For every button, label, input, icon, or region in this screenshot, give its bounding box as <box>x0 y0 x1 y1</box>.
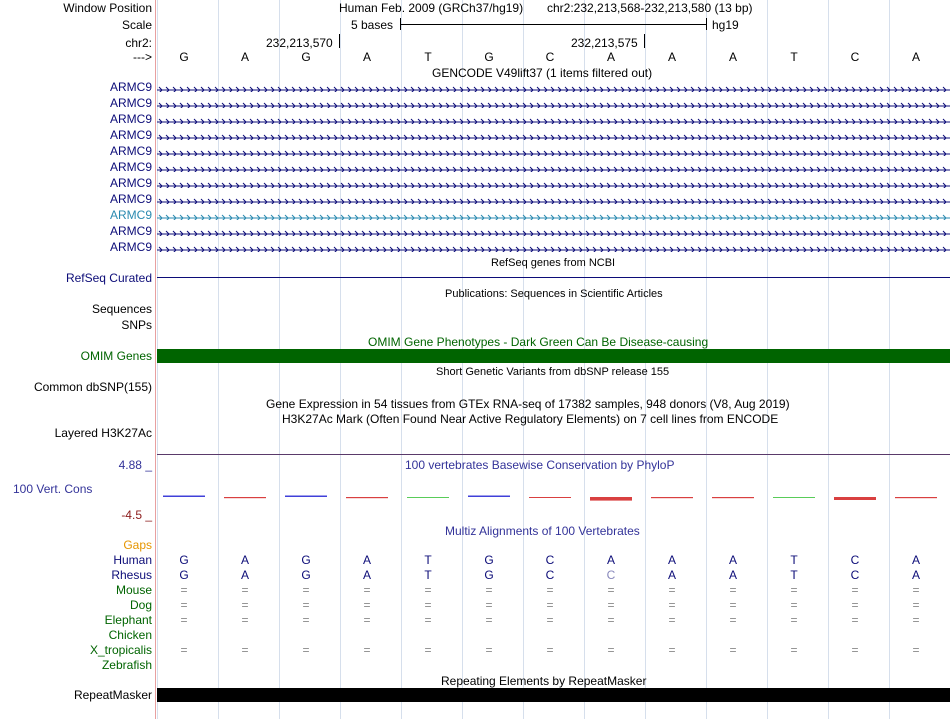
alignment-match-symbol: = <box>546 598 554 612</box>
tick-left-label: 232,213,570 <box>266 36 333 50</box>
alignment-match-symbol: = <box>729 613 737 627</box>
human-alignment-base: A <box>911 553 920 567</box>
phylop-signal[interactable] <box>157 488 950 508</box>
gtex-track-title[interactable]: Gene Expression in 54 tissues from GTEx RNA-seq of 17382 samples, 948 donors (V8, Aug 2019) <box>266 397 790 411</box>
rhesus-alignment-base: A <box>911 568 920 582</box>
base-letter: G <box>301 50 311 64</box>
alignment-match-symbol: = <box>729 598 737 612</box>
alignment-match-symbol: = <box>302 613 310 627</box>
alignment-match-symbol: = <box>607 598 615 612</box>
alignment-match-symbol: = <box>485 643 493 657</box>
human-alignment-base: A <box>240 553 249 567</box>
alignment-match-symbol: = <box>241 643 249 657</box>
phylop-min-label: -4.5 _ <box>121 508 152 522</box>
scale-bar <box>400 24 706 25</box>
phylop-max-label: 4.88 _ <box>118 458 152 472</box>
human-alignment-base: T <box>424 553 432 567</box>
phylop-bar[interactable] <box>651 497 693 498</box>
alignment-match-symbol: = <box>546 613 554 627</box>
refseq-track-title[interactable]: RefSeq genes from NCBI <box>491 257 616 269</box>
base-letter: T <box>790 50 798 64</box>
alignment-match-symbol: = <box>729 643 737 657</box>
rhesus-alignment-base: T <box>790 568 798 582</box>
alignment-match-symbol: = <box>668 613 676 627</box>
gencode-gene-label[interactable]: ARMC9 <box>109 208 152 222</box>
multiz-species-label[interactable]: Elephant <box>104 613 152 627</box>
omim-gene-bar[interactable] <box>157 349 950 363</box>
gencode-gene-label[interactable]: ARMC9 <box>109 96 152 110</box>
chrom-label: chr2: <box>125 36 152 50</box>
multiz-species-label[interactable]: Mouse <box>115 583 152 597</box>
base-letter: A <box>911 50 920 64</box>
base-letter: A <box>362 50 371 64</box>
base-letter: C <box>545 50 555 64</box>
position-label: chr2:232,213,568-232,213,580 (13 bp) <box>547 1 753 15</box>
gencode-gene-label[interactable]: ARMC9 <box>109 112 152 126</box>
alignment-match-symbol: = <box>363 598 371 612</box>
rhesus-alignment-base: G <box>301 568 311 582</box>
snps-label[interactable]: SNPs <box>121 318 152 332</box>
alignment-match-symbol: = <box>485 613 493 627</box>
alignment-match-symbol: = <box>302 598 310 612</box>
phylop-bar[interactable] <box>834 497 876 500</box>
gencode-gene-label[interactable]: ARMC9 <box>109 80 152 94</box>
omim-track-label[interactable]: OMIM Genes <box>80 349 152 363</box>
human-alignment-base: A <box>362 553 371 567</box>
human-alignment-base: A <box>728 553 737 567</box>
alignment-match-symbol: = <box>180 583 188 597</box>
rhesus-alignment-base: G <box>179 568 189 582</box>
alignment-match-symbol: = <box>912 583 920 597</box>
sequences-label[interactable]: Sequences <box>91 302 152 316</box>
omim-track-title[interactable]: OMIM Gene Phenotypes - Dark Green Can Be Disease-causing <box>368 335 709 349</box>
phylop-bar[interactable] <box>468 496 510 498</box>
alignment-match-symbol: = <box>424 583 432 597</box>
alignment-match-symbol: = <box>851 643 859 657</box>
gencode-gene-label[interactable]: ARMC9 <box>109 160 152 174</box>
alignment-match-symbol: = <box>241 613 249 627</box>
phylop-bar[interactable] <box>163 496 205 498</box>
rhesus-alignment-base: A <box>240 568 249 582</box>
gencode-transcript[interactable] <box>157 98 950 108</box>
multiz-species-label[interactable]: Zebrafish <box>101 658 152 672</box>
alignment-match-symbol: = <box>851 598 859 612</box>
tick-left-mark <box>339 34 340 48</box>
h3k27ac-track-title[interactable]: H3K27Ac Mark (Often Found Near Active Regulatory Elements) on 7 cell lines from ENCODE <box>282 412 779 426</box>
human-alignment-base: A <box>667 553 676 567</box>
rhesus-alignment-base: C <box>545 568 555 582</box>
alignment-match-symbol: = <box>180 643 188 657</box>
base-letter: G <box>484 50 494 64</box>
gencode-gene-label[interactable]: ARMC9 <box>109 128 152 142</box>
gencode-gene-label[interactable]: ARMC9 <box>109 192 152 206</box>
scale-bar-right-tick <box>706 18 707 30</box>
rhesus-alignment-base: G <box>484 568 494 582</box>
gencode-track-title[interactable]: GENCODE V49lift37 (1 items filtered out) <box>432 66 653 80</box>
phylop-bar[interactable] <box>529 497 571 498</box>
phylop-track-title[interactable]: 100 vertebrates Basewise Conservation by PhyloP <box>405 458 675 472</box>
gencode-transcript[interactable] <box>157 114 950 124</box>
alignment-match-symbol: = <box>790 598 798 612</box>
alignment-match-symbol: = <box>668 583 676 597</box>
base-letter: A <box>606 50 615 64</box>
base-letter: A <box>728 50 737 64</box>
tick-right-mark <box>644 34 645 48</box>
base-letter: A <box>240 50 249 64</box>
alignment-match-symbol: = <box>363 583 371 597</box>
rhesus-alignment-base: A <box>728 568 737 582</box>
alignment-match-symbol: = <box>668 598 676 612</box>
alignment-match-symbol: = <box>790 643 798 657</box>
dbsnp-track-title[interactable]: Short Genetic Variants from dbSNP release 155 <box>436 366 670 378</box>
scale-db-label: hg19 <box>712 18 739 32</box>
scale-bar-label: 5 bases <box>351 18 394 32</box>
base-letter: T <box>424 50 432 64</box>
human-alignment-base: A <box>606 553 615 567</box>
phylop-bar[interactable] <box>407 497 449 498</box>
alignment-match-symbol: = <box>607 613 615 627</box>
alignment-match-symbol: = <box>851 613 859 627</box>
dbsnp-track-label[interactable]: Common dbSNP(155) <box>33 380 152 394</box>
gencode-transcript[interactable] <box>157 242 950 252</box>
phylop-bar[interactable] <box>346 497 388 498</box>
alignment-match-symbol: = <box>912 613 920 627</box>
gencode-transcript[interactable] <box>157 130 950 140</box>
human-alignment-base: G <box>484 553 494 567</box>
multiz-species-label[interactable]: X_tropicalis <box>89 643 152 657</box>
base-letter: A <box>667 50 676 64</box>
tick-right-label: 232,213,575 <box>571 36 638 50</box>
gencode-gene-label[interactable]: ARMC9 <box>109 240 152 254</box>
multiz-species-label[interactable]: Human <box>113 553 152 567</box>
phylop-bar[interactable] <box>773 497 815 498</box>
gencode-transcript[interactable] <box>157 162 950 172</box>
rhesus-alignment-base: A <box>667 568 676 582</box>
alignment-match-symbol: = <box>546 643 554 657</box>
gencode-transcript[interactable] <box>157 210 950 220</box>
gencode-gene-label[interactable]: ARMC9 <box>109 176 152 190</box>
alignment-match-symbol: = <box>363 643 371 657</box>
assembly-label: Human Feb. 2009 (GRCh37/hg19) <box>339 1 524 15</box>
phylop-bar[interactable] <box>224 497 266 498</box>
human-alignment-base: T <box>790 553 798 567</box>
multiz-species-label[interactable]: Chicken <box>108 628 152 642</box>
base-letter: G <box>179 50 189 64</box>
alignment-match-symbol: = <box>729 583 737 597</box>
alignment-match-symbol: = <box>302 583 310 597</box>
rhesus-alignment-base: T <box>424 568 432 582</box>
repeatmasker-bar[interactable] <box>157 688 950 702</box>
alignment-match-symbol: = <box>424 598 432 612</box>
phylop-bar[interactable] <box>712 497 754 498</box>
alignment-match-symbol: = <box>241 583 249 597</box>
human-alignment-base: C <box>850 553 860 567</box>
alignment-match-symbol: = <box>424 643 432 657</box>
publications-track-title[interactable]: Publications: Sequences in Scientific Articles <box>445 288 663 300</box>
scale-label: Scale <box>121 18 152 32</box>
alignment-match-symbol: = <box>546 583 554 597</box>
multiz-species-label[interactable]: Dog <box>129 598 152 612</box>
alignment-match-symbol: = <box>790 613 798 627</box>
alignment-match-symbol: = <box>485 598 493 612</box>
label-column-border <box>155 0 156 719</box>
multiz-species-label[interactable]: Rhesus <box>111 568 152 582</box>
base-letter: C <box>850 50 860 64</box>
window-position-label: Window Position <box>63 1 152 15</box>
gaps-label[interactable]: Gaps <box>123 538 152 552</box>
repeatmasker-track-label[interactable]: RepeatMasker <box>73 688 152 702</box>
rhesus-alignment-base: C <box>606 568 616 582</box>
phylop-bar[interactable] <box>285 496 327 498</box>
alignment-match-symbol: = <box>912 643 920 657</box>
gencode-transcript[interactable] <box>157 82 950 92</box>
phylop-bar[interactable] <box>895 497 937 498</box>
alignment-match-symbol: = <box>912 598 920 612</box>
human-alignment-base: G <box>179 553 189 567</box>
gencode-transcript[interactable] <box>157 226 950 236</box>
phylop-track-label[interactable]: 100 Vert. Cons <box>13 482 93 496</box>
alignment-match-symbol: = <box>607 583 615 597</box>
alignment-match-symbol: = <box>424 613 432 627</box>
refseq-gene-line[interactable] <box>157 277 950 278</box>
gencode-transcript[interactable] <box>157 194 950 204</box>
human-alignment-base: G <box>301 553 311 567</box>
rhesus-alignment-base: C <box>850 568 860 582</box>
alignment-match-symbol: = <box>241 598 249 612</box>
strand-label: ---> <box>133 50 152 64</box>
gencode-gene-label[interactable]: ARMC9 <box>109 224 152 238</box>
phylop-bar[interactable] <box>590 497 632 501</box>
human-alignment-base: C <box>545 553 555 567</box>
repeatmasker-track-title[interactable]: Repeating Elements by RepeatMasker <box>441 674 647 688</box>
gencode-gene-label[interactable]: ARMC9 <box>109 144 152 158</box>
alignment-match-symbol: = <box>790 583 798 597</box>
alignment-match-symbol: = <box>668 643 676 657</box>
alignment-match-symbol: = <box>180 613 188 627</box>
alignment-match-symbol: = <box>607 643 615 657</box>
refseq-track-label[interactable]: RefSeq Curated <box>65 271 152 285</box>
alignment-match-symbol: = <box>302 643 310 657</box>
alignment-match-symbol: = <box>180 598 188 612</box>
multiz-track-title[interactable]: Multiz Alignments of 100 Vertebrates <box>445 524 640 538</box>
alignment-match-symbol: = <box>485 583 493 597</box>
h3k27ac-track-label[interactable]: Layered H3K27Ac <box>54 426 152 440</box>
h3k27ac-baseline <box>157 454 950 455</box>
rhesus-alignment-base: A <box>362 568 371 582</box>
gencode-transcript[interactable] <box>157 178 950 188</box>
alignment-match-symbol: = <box>851 583 859 597</box>
gencode-transcript[interactable] <box>157 146 950 156</box>
alignment-match-symbol: = <box>363 613 371 627</box>
